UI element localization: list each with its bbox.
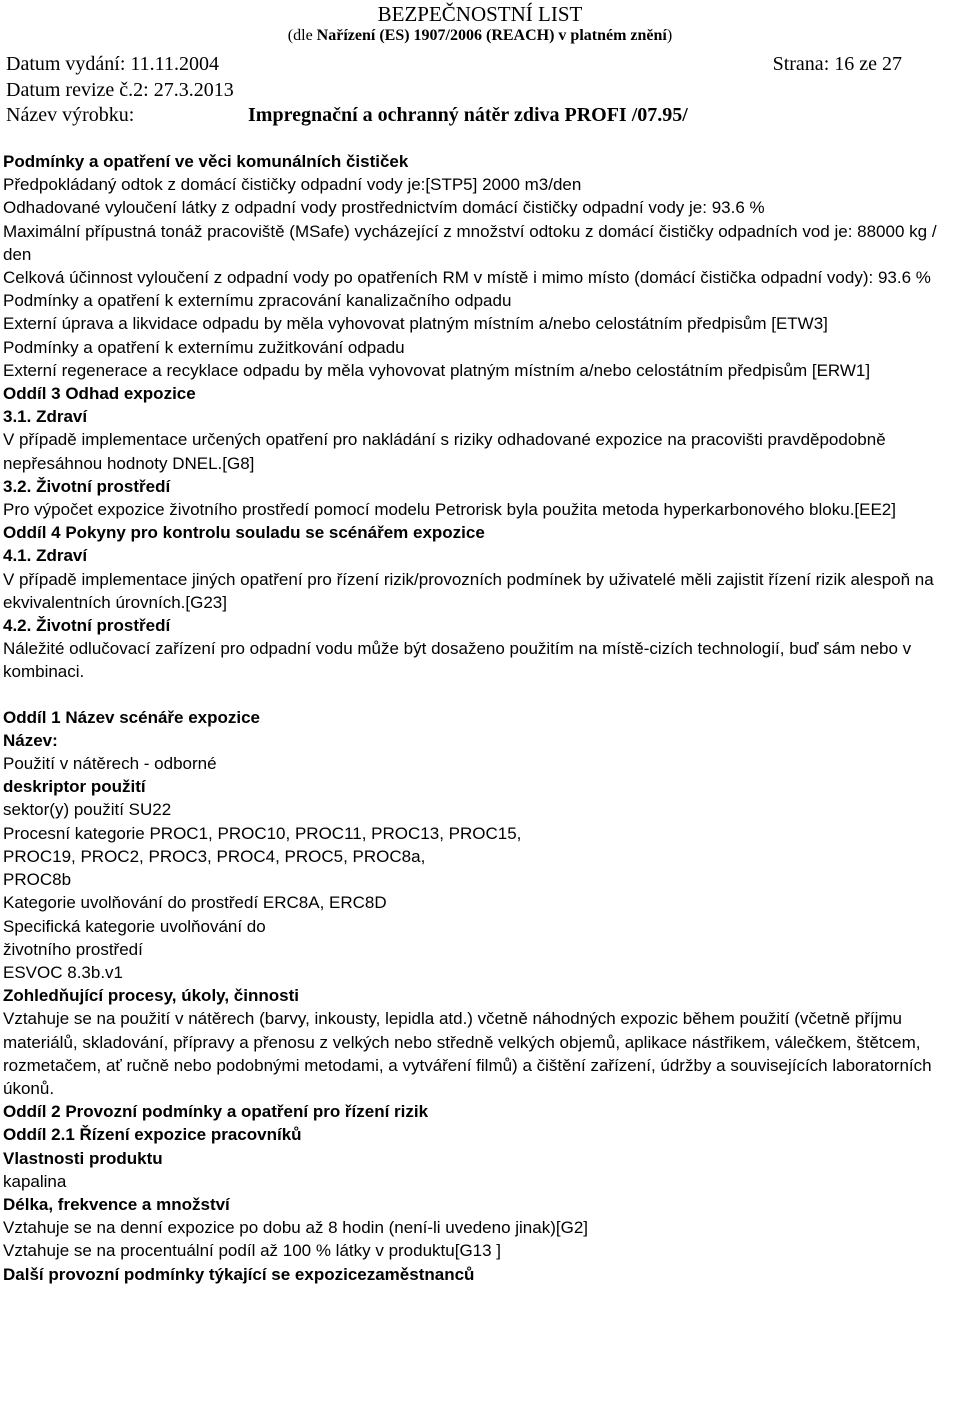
paragraph: Náležité odlučovací zařízení pro odpadní vodu může být dosaženo použitím na místě-cizích technologií, buď sám nebo v kombinaci. [3, 639, 912, 682]
paragraph: sektor(y) použití SU22 [3, 800, 172, 820]
field-label: Název: [3, 730, 58, 750]
paragraph: Maximální přípustná tonáž pracoviště (MSafe) vycházející z množství odtoku z domácí čističky odpadních vod je: 88000 kg / den [3, 221, 937, 264]
regulation-suffix: ) [666, 27, 673, 44]
section-heading: Podmínky a opatření ve věci komunálních čističek [3, 152, 409, 171]
product-label: Název výrobku: [6, 104, 135, 126]
section-heading: Oddíl 2.1 Řízení expozice pracovníků [3, 1125, 302, 1145]
paragraph: Externí úprava a likvidace odpadu by měla vyhovovat platným místním a/nebo celostátním předpisům [ETW3] [3, 314, 828, 334]
section-heading: Oddíl 4 Pokyny pro kontrolu souladu se scénářem expozice [3, 523, 485, 543]
paragraph: V případě implementace určených opatření pro nakládání s riziky odhadované expozice na pracovišti pravděpodobně nepřesáhnou hodnoty DNEL.[G8] [3, 430, 886, 473]
page-number: Strana: 16 ze 27 [772, 53, 902, 75]
paragraph-line: PROC8b [3, 870, 72, 890]
product-name: Impregnační a ochranný nátěr zdiva PROFI /07.95/ [248, 104, 688, 126]
field-label: deskriptor použití [3, 777, 146, 797]
product-line [6, 103, 688, 127]
paragraph: Kategorie uvolňování do prostředí ERC8A, ERC8D [3, 893, 387, 913]
document-title: BEZPEČNOSTNÍ LIST [377, 2, 583, 26]
section-heading: Oddíl 1 Název scénáře expozice [3, 707, 261, 727]
issue-date: Datum vydání: 11.11.2004 [6, 53, 219, 75]
paragraph: Podmínky a opatření k externímu zužitkování odpadu [3, 337, 405, 357]
paragraph-line: životního prostředí [3, 939, 143, 959]
subsection-heading: 3.2. Životní prostředí [3, 476, 171, 496]
field-label: Vlastnosti produktu [3, 1148, 163, 1168]
paragraph: V případě implementace jiných opatření pro řízení rizik/provozních podmínek by uživatelé měli zajistit řízení rizik alespoň na ekvivalentních úrovních.[G23] [3, 569, 934, 612]
paragraph: Vztahuje se na použití v nátěrech (barvy, inkousty, lepidla atd.) včetně náhodných expozic během použití (včetně příjmu materiálů, skladování, přípravy a přenosu z velkých nebo středně velkých objemů, aplikace nástřikem, válečkem, štětcem, rozmetačem, ať ručně nebo podobnými metodami, a vytváření filmů) a čištění zařízení, údržby a souvisejících laboratorních úkonů. [3, 1009, 932, 1098]
revision-date: Datum revize č.2: 27.3.2013 [6, 79, 234, 101]
paragraph: Celková účinnost vyloučení z odpadní vody po opatřeních RM v místě i mimo místo (domácí čistička odpadní vody): 93.6 % [3, 268, 931, 288]
section-heading: Oddíl 3 Odhad expozice [3, 384, 196, 404]
paragraph: kapalina [3, 1171, 67, 1191]
paragraph: Předpokládaný odtok z domácí čističky odpadní vody je:[STP5] 2000 m3/den [3, 175, 582, 195]
paragraph: Vztahuje se na denní expozice po dobu až 8 hodin (není-li uvedeno jinak)[G2] [3, 1218, 589, 1238]
subsection-heading: 3.1. Zdraví [3, 407, 88, 427]
subsection-heading: 4.2. Životní prostředí [3, 616, 171, 636]
document-body [3, 150, 948, 1286]
subsection-heading: 4.1. Zdraví [3, 546, 88, 566]
paragraph: Vztahuje se na procentuální podíl až 100 % látky v produktu[G13 ] [3, 1241, 502, 1261]
paragraph: Externí regenerace a recyklace odpadu by měla vyhovovat platným místním a/nebo celostátním předpisům [ERW1] [3, 360, 871, 380]
paragraph: Odhadované vyloučení látky z odpadní vody prostřednictvím domácí čističky odpadní vody je: 93.6 % [3, 198, 765, 218]
paragraph: Použití v nátěrech - odborné [3, 754, 217, 774]
spacer [3, 684, 948, 706]
field-label: Další provozní podmínky týkající se expozicezaměstnanců [3, 1264, 475, 1284]
paragraph-line: Procesní kategorie PROC1, PROC10, PROC11, PROC13, PROC15, [3, 823, 522, 843]
paragraph-line: PROC19, PROC2, PROC3, PROC4, PROC5, PROC8a, [3, 846, 426, 866]
field-label: Délka, frekvence a množství [3, 1194, 230, 1214]
paragraph: ESVOC 8.3b.v1 [3, 962, 124, 982]
regulation-name: Nařízení (ES) 1907/2006 (REACH) v platném znění [316, 27, 667, 44]
paragraph: Podmínky a opatření k externímu zpracování kanalizačního odpadu [3, 291, 512, 311]
document-header [0, 0, 960, 132]
paragraph: Pro výpočet expozice životního prostředí pomocí modelu Petrorisk byla použita metoda hyperkarbonového bloku.[EE2] [3, 500, 896, 520]
field-label: Zohledňující procesy, úkoly, činnosti [3, 986, 299, 1006]
regulation-prefix: (dle [287, 27, 317, 44]
section-heading: Oddíl 2 Provozní podmínky a opatření pro řízení rizik [3, 1102, 429, 1122]
paragraph-line: Specifická kategorie uvolňování do [3, 916, 266, 936]
regulation-note [0, 26, 960, 46]
